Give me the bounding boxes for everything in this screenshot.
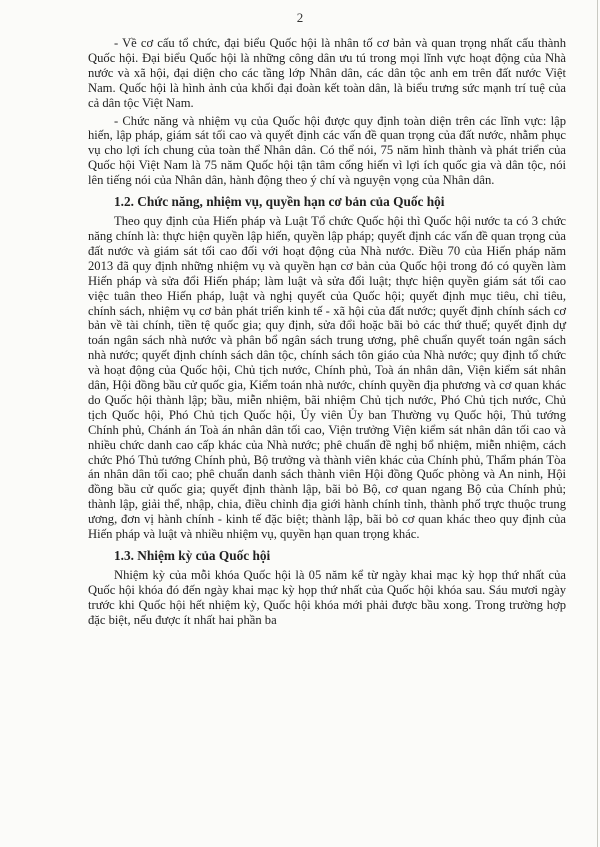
document-body xyxy=(88,36,566,631)
page-edge-line xyxy=(597,0,598,847)
page-number: 2 xyxy=(296,10,304,25)
section-heading-1-2: 1.2. Chức năng, nhiệm vụ, quyền hạn cơ bản của Quốc hội xyxy=(114,194,445,210)
section-1-3-body: Nhiệm kỳ của mỗi khóa Quốc hội là 05 năm kể từ ngày khai mạc kỳ họp thứ nhất của Quốc hội khóa đó đến ngày khai mạc kỳ họp thứ nhất của Quốc hội khóa sau. Sáu mươi ngày trước khi Quốc hội hết nhiệm kỳ, Quốc hội khóa mới phải được bầu xong. Trong trường hợp đặc biệt, nếu được ít nhất hai phần ba xyxy=(88,568,566,627)
paragraph-structure: - Về cơ cấu tổ chức, đại biểu Quốc hội là nhân tố cơ bản và quan trọng nhất cấu thành Quốc hội. Đại biểu Quốc hội là những công dân ưu tú trong mọi lĩnh vực hoạt động của Nhà nước và xã hội, đại diện cho các tầng lớp Nhân dân, các dân tộc anh em trên đất nước Việt Nam. Quốc hội là hình ảnh của khối đại đoàn kết toàn dân, là biểu trưng sức mạnh trí tuệ của cả dân tộc Việt Nam. xyxy=(88,36,566,110)
section-1-2-body: Theo quy định của Hiến pháp và Luật Tổ chức Quốc hội thì Quốc hội nước ta có 3 chức năng chính là: thực hiện quyền lập hiến, quyền lập pháp; quyết định các vấn đề quan trọng của đất nước và giám sát tối cao đối với hoạt động của Nhà nước. Điều 70 của Hiến pháp năm 2013 đã quy định những nhiệm vụ và quyền hạn cơ bản của Quốc hội trong đó có quyền làm Hiến pháp và sửa đổi Hiến pháp; làm luật và sửa đổi luật; thực hiện quyền giám sát tối cao việc tuân theo Hiến pháp, luật và nghị quyết của Quốc hội; quyết định mục tiêu, chỉ tiêu, chính sách, nhiệm vụ cơ bản phát triển kinh tế - xã hội của đất nước; quyết định chính sách cơ bản về tài chính, tiền tệ quốc gia; quy định, sửa đổi hoặc bãi bỏ các thứ thuế; quyết định dự toán ngân sách nhà nước và phân bổ ngân sách trung ương, phê chuẩn quyết toán ngân sách nhà nước; quyết định chính sách dân tộc, chính sách tôn giáo của Nhà nước; quy định tổ chức và hoạt động của Quốc hội, Chủ tịch nước, Chính phủ, Toà án nhân dân, Viện kiểm sát nhân dân, Hội đồng bầu cử quốc gia, Kiểm toán nhà nước, chính quyền địa phương và cơ quan khác do Quốc hội thành lập; bầu, miễn nhiệm, bãi nhiệm Chủ tịch nước, Phó Chủ tịch nước, Chủ tịch Quốc hội, Phó Chủ tịch Quốc hội, Ủy viên Ủy ban Thường vụ Quốc hội, Thủ tướng Chính phủ, Chánh án Toà án nhân dân tối cao, Viện trưởng Viện kiểm sát nhân dân tối cao và nhiều chức danh cao cấp khác của Nhà nước; phê chuẩn đề nghị bổ nhiệm, miễn nhiệm, cách chức Phó Thủ tướng Chính phủ, Bộ trưởng và thành viên khác của Chính phủ, Thẩm phán Tòa án nhân dân tối cao; phê chuẩn danh sách thành viên Hội đồng Quốc phòng và An ninh, Hội đồng bầu cử quốc gia; quyết định thành lập, bãi bỏ Bộ, cơ quan ngang Bộ của Chính phủ; thành lập, giải thể, nhập, chia, điều chỉnh địa giới hành chính tỉnh, thành phố trực thuộc trung ương, đơn vị hành chính - kinh tế đặc biệt; thành lập, bãi bỏ cơ quan khác theo quy định của Hiến pháp và luật và nhiều nhiệm vụ, quyền hạn quan trọng khác. xyxy=(88,214,566,542)
paragraph-functions: - Chức năng và nhiệm vụ của Quốc hội được quy định toàn diện trên các lĩnh vực: lập hiến, lập pháp, giám sát tối cao và quyết định các vấn đề quan trọng của đất nước, nhằm phục vụ cho lợi ích chung của toàn thể Nhân dân. Có thể nói, 75 năm hình thành và phát triển của Quốc hội Việt Nam là 75 năm Quốc hội tận tâm cống hiến vì lợi ích quốc gia và dân tộc, nói lên tiếng nói của Nhân dân, hành động theo ý chí và nguyện vọng của Nhân dân. xyxy=(88,113,566,188)
section-heading-1-3: 1.3. Nhiệm kỳ của Quốc hội xyxy=(114,548,271,563)
